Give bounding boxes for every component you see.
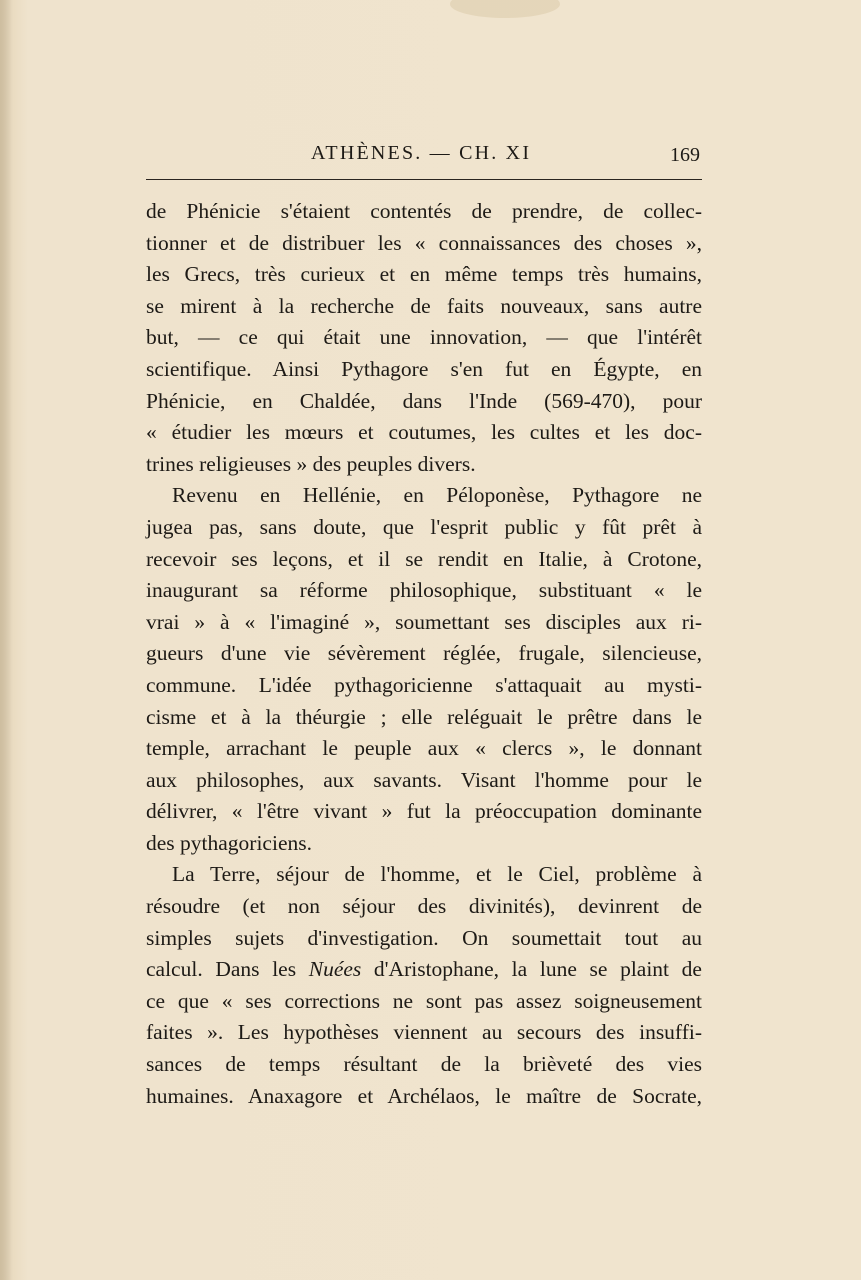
text-line: but, — ce qui était une innovation, — que l'intérêt [146,325,702,350]
text-line: aux philosophes, aux savants. Visant l'homme pour le [146,767,702,792]
paper-stain [450,0,560,18]
text-line: ce que « ses corrections ne sont pas assez soigneusement [146,988,702,1013]
text-line: simples sujets d'investigation. On soumettait tout au [146,925,702,950]
italic-title: Nuées [308,957,362,982]
text-line: délivrer, « l'être vivant » fut la préoccupation dominante [146,799,702,824]
text-line: vrai » à « l'imaginé », soumettant ses disciples aux ri- [146,609,702,634]
text-line: des pythagoriciens. [146,830,312,855]
text-line: de Phénicie s'étaient contentés de prendre, de collec- [146,199,702,223]
paragraph-start: La Terre, séjour de l'homme, et le Ciel, problème à [172,862,702,887]
text-line: sances de temps résultant de la brièveté des vies [146,1052,702,1077]
text-line: « étudier les mœurs et coutumes, les cultes et les doc- [146,420,702,445]
running-head: ATHÈNES. — CH. XI [311,142,532,164]
text-line: commune. L'idée pythagoricienne s'attaquait au mysti- [146,672,702,697]
header-rule [146,179,702,180]
text-line: les Grecs, très curieux et en même temps très humains, [146,262,702,287]
text-line: se mirent à la recherche de faits nouveaux, sans autre [146,293,702,318]
text-line: recevoir ses leçons, et il se rendit en Italie, à Crotone, [146,546,702,571]
page-gutter-shadow [0,0,12,1280]
body-text [146,196,702,1112]
page-number: 169 [670,144,700,166]
text-line: Phénicie, en Chaldée, dans l'Inde (569-470), pour [146,388,702,413]
text-line: cisme et à la théurgie ; elle reléguait le prêtre dans le [146,704,702,729]
text-line: trines religieuses » des peuples divers. [146,451,476,476]
text-line: résoudre (et non séjour des divinités), devinrent de [146,894,702,919]
text-line: gueurs d'une vie sévèrement réglée, frugale, silencieuse, [146,641,702,666]
text-line: inaugurant sa réforme philosophique, substituant « le [146,578,702,603]
page-header [146,140,702,174]
text-line: tionner et de distribuer les « connaissances des choses », [146,230,702,255]
text-line-with-italic [146,954,702,986]
text-line: jugea pas, sans doute, que l'esprit public y fût prêt à [146,514,702,539]
text-line: scientifique. Ainsi Pythagore s'en fut en Égypte, en [146,356,702,381]
text-segment: d'Aristophane, la lune se plaint de [361,957,702,982]
text-segment: calcul. Dans les [146,957,309,982]
text-line: faites ». Les hypothèses viennent au secours des insuffi- [146,1020,702,1045]
paragraph-start: Revenu en Hellénie, en Péloponèse, Pythagore ne [172,483,702,508]
text-line: humaines. Anaxagore et Archélaos, le maître de Socrate, [146,1083,702,1108]
text-line: temple, arrachant le peuple aux « clercs », le donnant [146,736,702,761]
